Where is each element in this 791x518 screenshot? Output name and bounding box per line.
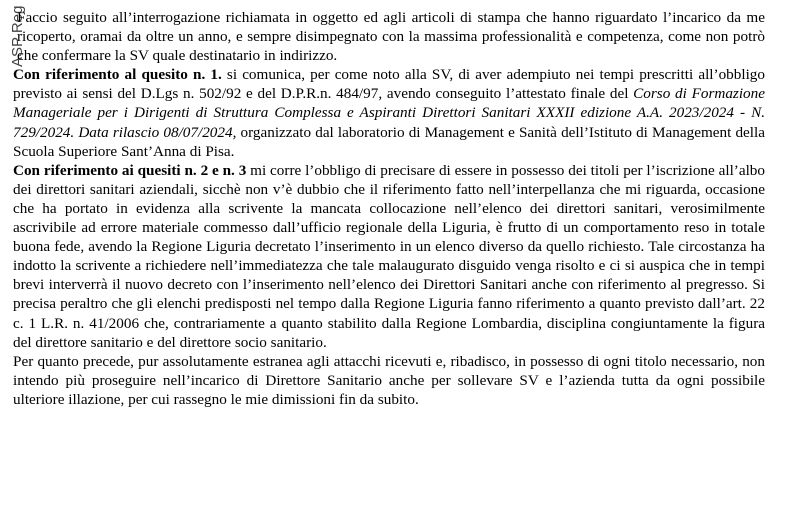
quesiti-2-3-text: mi corre l’obbligo di precisare di essere in possesso dei titoli per l’iscrizione all’albo dei direttori sanitari aziendali, sicchè non v’è dubbio che il riferimento fatto nell’interpellanza che mi riguarda, occasione che ha portato in evidenza alla scrivente la mancata collocazione nell’elenco dei direttori sanitari, verosimilmente ascrivibile ad errore materiale commesso dall’ufficio regionale della Liguria, è frutto di un comportamento reso in totale buona fede, avendo la Regione Liguria decretato l’inserimento in un elenco diverso da quello richiesto. Tale circostanza ha indotto la scrivente a richiedere nell’immediatezza che tale malaugurato disguido venga risolto e ci si auspica che in tempi brevi interverrà il nuovo decreto con l’inserimento nell’elenco dei Direttori Sanitari anche con riferimento al pregresso. Si precisa peraltro che gli elenchi predisposti nel tempo dalla Regione Liguria fanno riferimento a quanto previsto dall’art. 22 c. 1 L.R. n. 41/2006 che, contrariamente a quanto stabilito dalla Regione Lombardia, disciplina congiuntamente la figura del direttore sanitario e del direttore socio sanitario. [13,161,765,351]
heading-quesito-1: Con riferimento al quesito n. 1. [13,66,222,84]
quesito-1-text-a: si comunica, per come noto alla SV, di aver adempiuto nei tempi prescritti all’obbligo previsto ai sensi del D.Lgs n. 502/92 e del D.P.R.n. 484/97, avendo conseguito l’attestato finale del [13,66,765,103]
protocol-stamp: ASP Reg [9,5,26,67]
quesito-1-text-b: organizzato dal laboratorio di Management e Sanità dell’Istituto di Management della Scuola Superiore Sant’Anna di Pisa. [13,123,765,160]
paragraph-conclusion: Per quanto precede, pur assolutamente estranea agli attacchi ricevuti e, ribadisco, in possesso di ogni titolo necessario, non intendo più proseguire nell’incarico di Direttore Sanitario anche per sollevare SV e l’azienda tutta da ogni possibile ulteriore illazione, per cui rassegno le mie dimissioni fin da subito. [13,352,765,408]
letter-body [13,8,765,409]
heading-quesiti-2-3: Con riferimento ai quesiti n. 2 e n. 3 [13,161,247,179]
paragraph-quesiti-2-3 [13,161,765,352]
paragraph-quesito-1 [13,65,765,160]
course-title: Corso di Formazione Manageriale per i Dirigenti di Struttura Complessa e Aspiranti Direttori Sanitari XXXII edizione A.A. 2023/2024 - N. 729/2024. Data rilascio 08/07/2024, [13,85,765,141]
paragraph-intro: Faccio seguito all’interrogazione richiamata in oggetto ed agli articoli di stampa che hanno riguardato l’incarico da me ricoperto, oramai da oltre un anno, e sempre disimpegnato con la massima professionalità e competenza, come non potrò che confermare la SV quale destinatario in indirizzo. [17,9,765,65]
